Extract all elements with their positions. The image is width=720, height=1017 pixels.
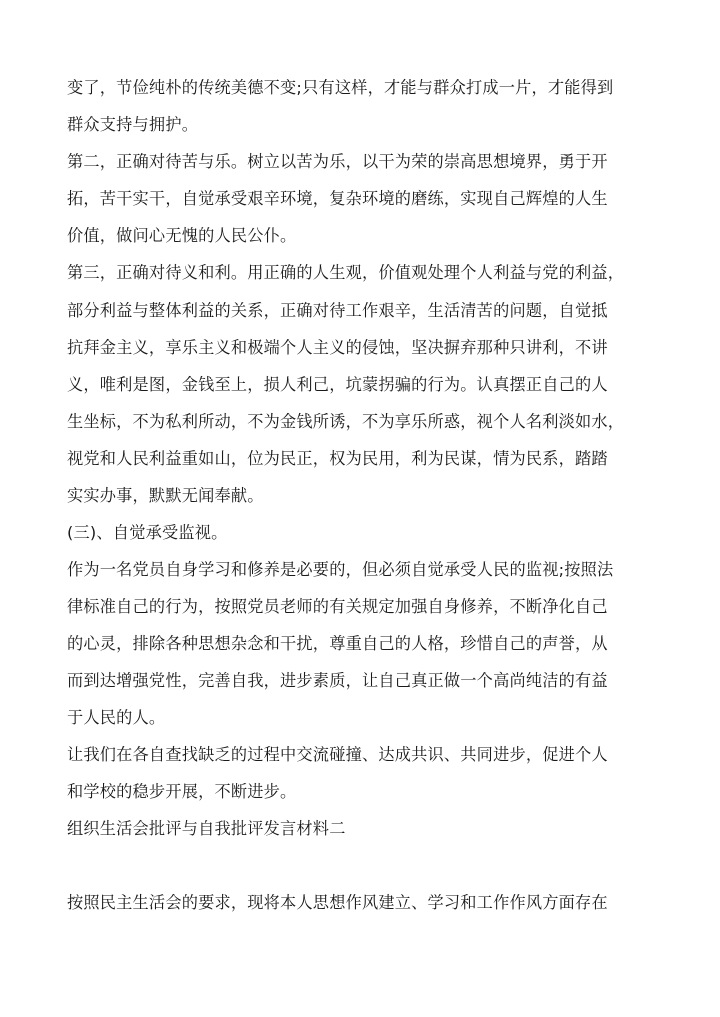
text-line: 部分利益与整体利益的关系，正确对待工作艰辛，生活清苦的问题，自觉抵 [67,301,608,320]
text-line: 抗拜金主义，享乐主义和极端个人主义的侵蚀，坚决摒弃那种只讲利，不讲 [67,338,608,357]
text-line: 群众支持与拥护。 [67,115,199,134]
text-line: 律标准自己的行为，按照党员老师的有关规定加强自身修养，不断净化自己 [67,597,608,616]
text-line: 按照民主生活会的要求，现将本人思想作风建立、学习和工作作风方面存在 [67,893,608,912]
section-heading: (三)、自觉承受监视。 [67,523,228,542]
text-line: 义，唯利是图，金钱至上，损人利己，坑蒙拐骗的行为。认真摆正自己的人 [67,375,608,394]
text-line: 第三，正确对待义和利。用正确的人生观，价值观处理个人利益与党的利益， [67,263,625,282]
text-line: 第二，正确对待苦与乐。树立以苦为乐，以干为荣的崇高思想境界，勇于开 [67,152,608,171]
text-line: 和学校的稳步开展，不断进步。 [67,782,297,801]
text-line: 拓，苦干实干，自觉承受艰辛环境，复杂环境的磨练，实现自己辉煌的人生 [67,189,608,208]
text-line: 而到达增强党性，完善自我，进步素质，让自己真正做一个高尚纯洁的有益 [67,671,608,690]
text-line: 的心灵，排除各种思想杂念和干扰，尊重自己的人格，珍惜自己的声誉，从 [67,634,608,653]
text-line: 于人民的人。 [67,708,166,727]
document-title: 组织生活会批评与自我批评发言材料二 [67,819,346,838]
text-line: 变了，节俭纯朴的传统美德不变;只有这样，才能与群众打成一片，才能得到 [67,78,614,97]
text-line: 让我们在各自查找缺乏的过程中交流碰撞、达成共识、共同进步，促进个人 [67,745,608,764]
text-line: 价值，做问心无愧的人民公仆。 [67,226,297,245]
text-line: 视党和人民利益重如山，位为民正，权为民用，利为民谋，情为民系，踏踏 [67,449,608,468]
text-line: 生坐标，不为私利所动，不为金钱所诱，不为享乐所惑，视个人名利淡如水， [67,412,625,431]
text-line: 作为一名党员自身学习和修养是必要的，但必须自觉承受人民的监视;按照法 [67,560,614,579]
text-line: 实实办事，默默无闻奉献。 [67,486,264,505]
